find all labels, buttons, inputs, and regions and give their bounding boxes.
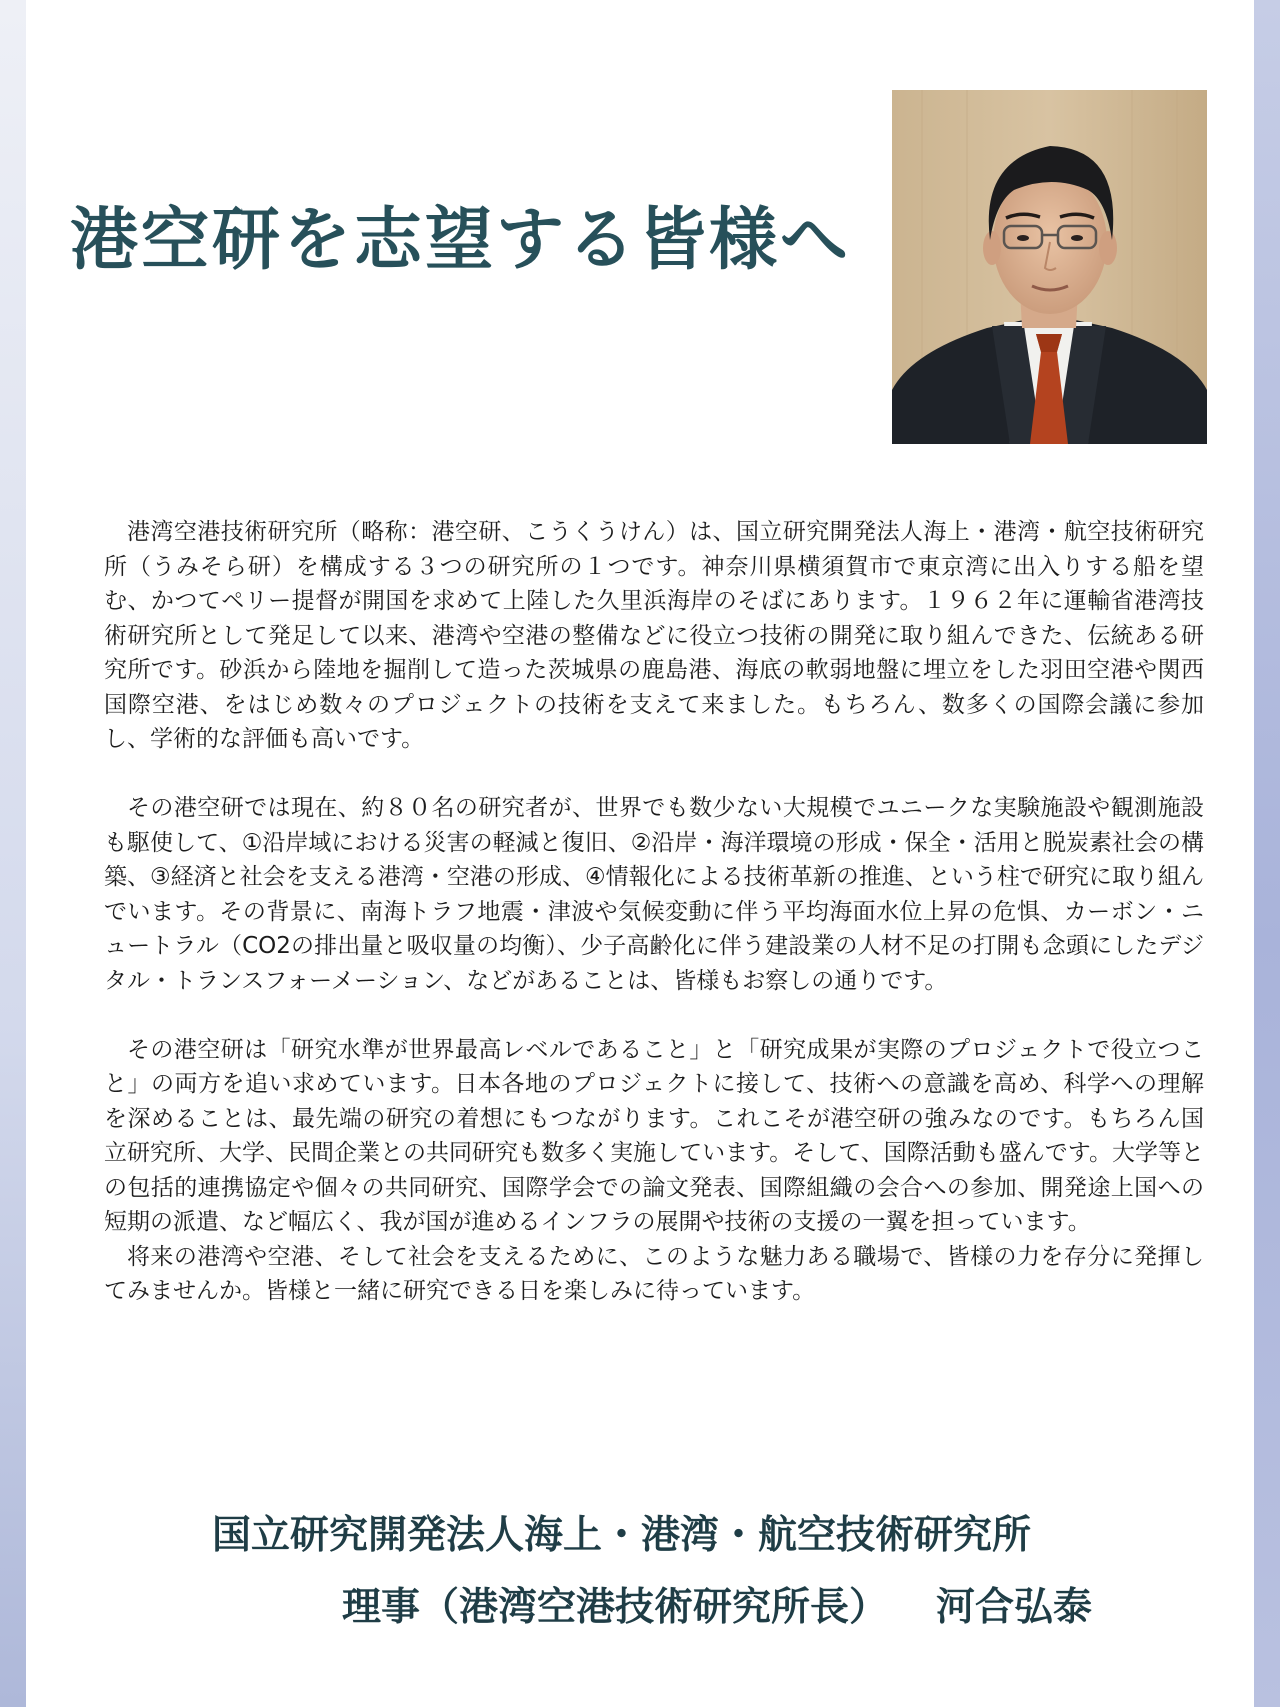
message-paragraph: 将来の港湾や空港、そして社会を支えるために、このような魅力ある職場で、皆様の力を存分に発揮してみませんか。皆様と一緒に研究できる日を楽しみに待っています。: [104, 1243, 1204, 1304]
signature-organization: 国立研究開発法人海上・港湾・航空技術研究所: [212, 1513, 1032, 1558]
signature-position: 理事（港湾空港技術研究所長）: [342, 1585, 889, 1630]
document-page: [26, 0, 1254, 1707]
left-page-edge: [0, 0, 26, 1707]
message-paragraph: その港空研では現在、約８０名の研究者が、世界でも数少ない大規模でユニークな実験施設や観測施設も駆使して、①沿岸域における災害の軽減と復旧、②沿岸・海洋環境の形成・保全・活用と脱炭素社会の構築、③経済と社会を支える港湾・空港の形成、④情報化による技術革新の推進、という柱で研究に取り組んでいます。その背景に、南海トラフ地震・津波や気候変動に伴う平均海面水位上昇の危惧、カーボン・ニュートラル（CO2の排出量と吸収量の均衡）、少子高齢化に伴う建設業の人材不足の打開も念頭にしたデジタル・トランスフォーメーション、などがあることは、皆様もお察しの通りです。: [104, 795, 1204, 994]
right-page-edge: [1254, 0, 1280, 1707]
signature-line: [342, 1580, 1092, 1636]
message-body: [104, 515, 1204, 1309]
message-paragraph: 港湾空港技術研究所（略称：港空研、こうくうけん）は、国立研究開発法人海上・港湾・航空技術研究所（うみそら研）を構成する３つの研究所の１つです。神奈川県横須賀市で東京湾に出入りする船を望む、かつてペリー提督が開国を求めて上陸した久里浜海岸のそばにあります。１９６２年に運輸省港湾技術研究所として発足して以来、港湾や空港の整備などに役立つ技術の開発に取り組んできた、伝統ある研究所です。砂浜から陸地を掘削して造った茨城県の鹿島港、海底の軟弱地盤に埋立をした羽田空港や関西国際空港、をはじめ数々のプロジェクトの技術を支えて来ました。もちろん、数多くの国際会議に参加し、学術的な評価も高いです。: [104, 519, 1204, 752]
message-paragraph: その港空研は「研究水準が世界最高レベルであること」と「研究成果が実際のプロジェクトで役立つこと」の両方を追い求めています。日本各地のプロジェクトに接して、技術への意識を高め、科学への理解を深めることは、最先端の研究の着想にもつながります。これこそが港空研の強みなのです。もちろん国立研究所、大学、民間企業との共同研究も数多く実施しています。そして、国際活動も盛んです。大学等との包括的連携協定や個々の共同研究、国際学会での論文発表、国際組織の会合への参加、開発途上国への短期の派遣、など幅広く、我が国が進めるインフラの展開や技術の支援の一翼を担っています。: [104, 1036, 1204, 1235]
page-title: 港空研を志望する皆様へ: [70, 201, 852, 280]
director-portrait-photo: [892, 90, 1207, 444]
signature-name: 河合弘泰: [936, 1585, 1093, 1630]
